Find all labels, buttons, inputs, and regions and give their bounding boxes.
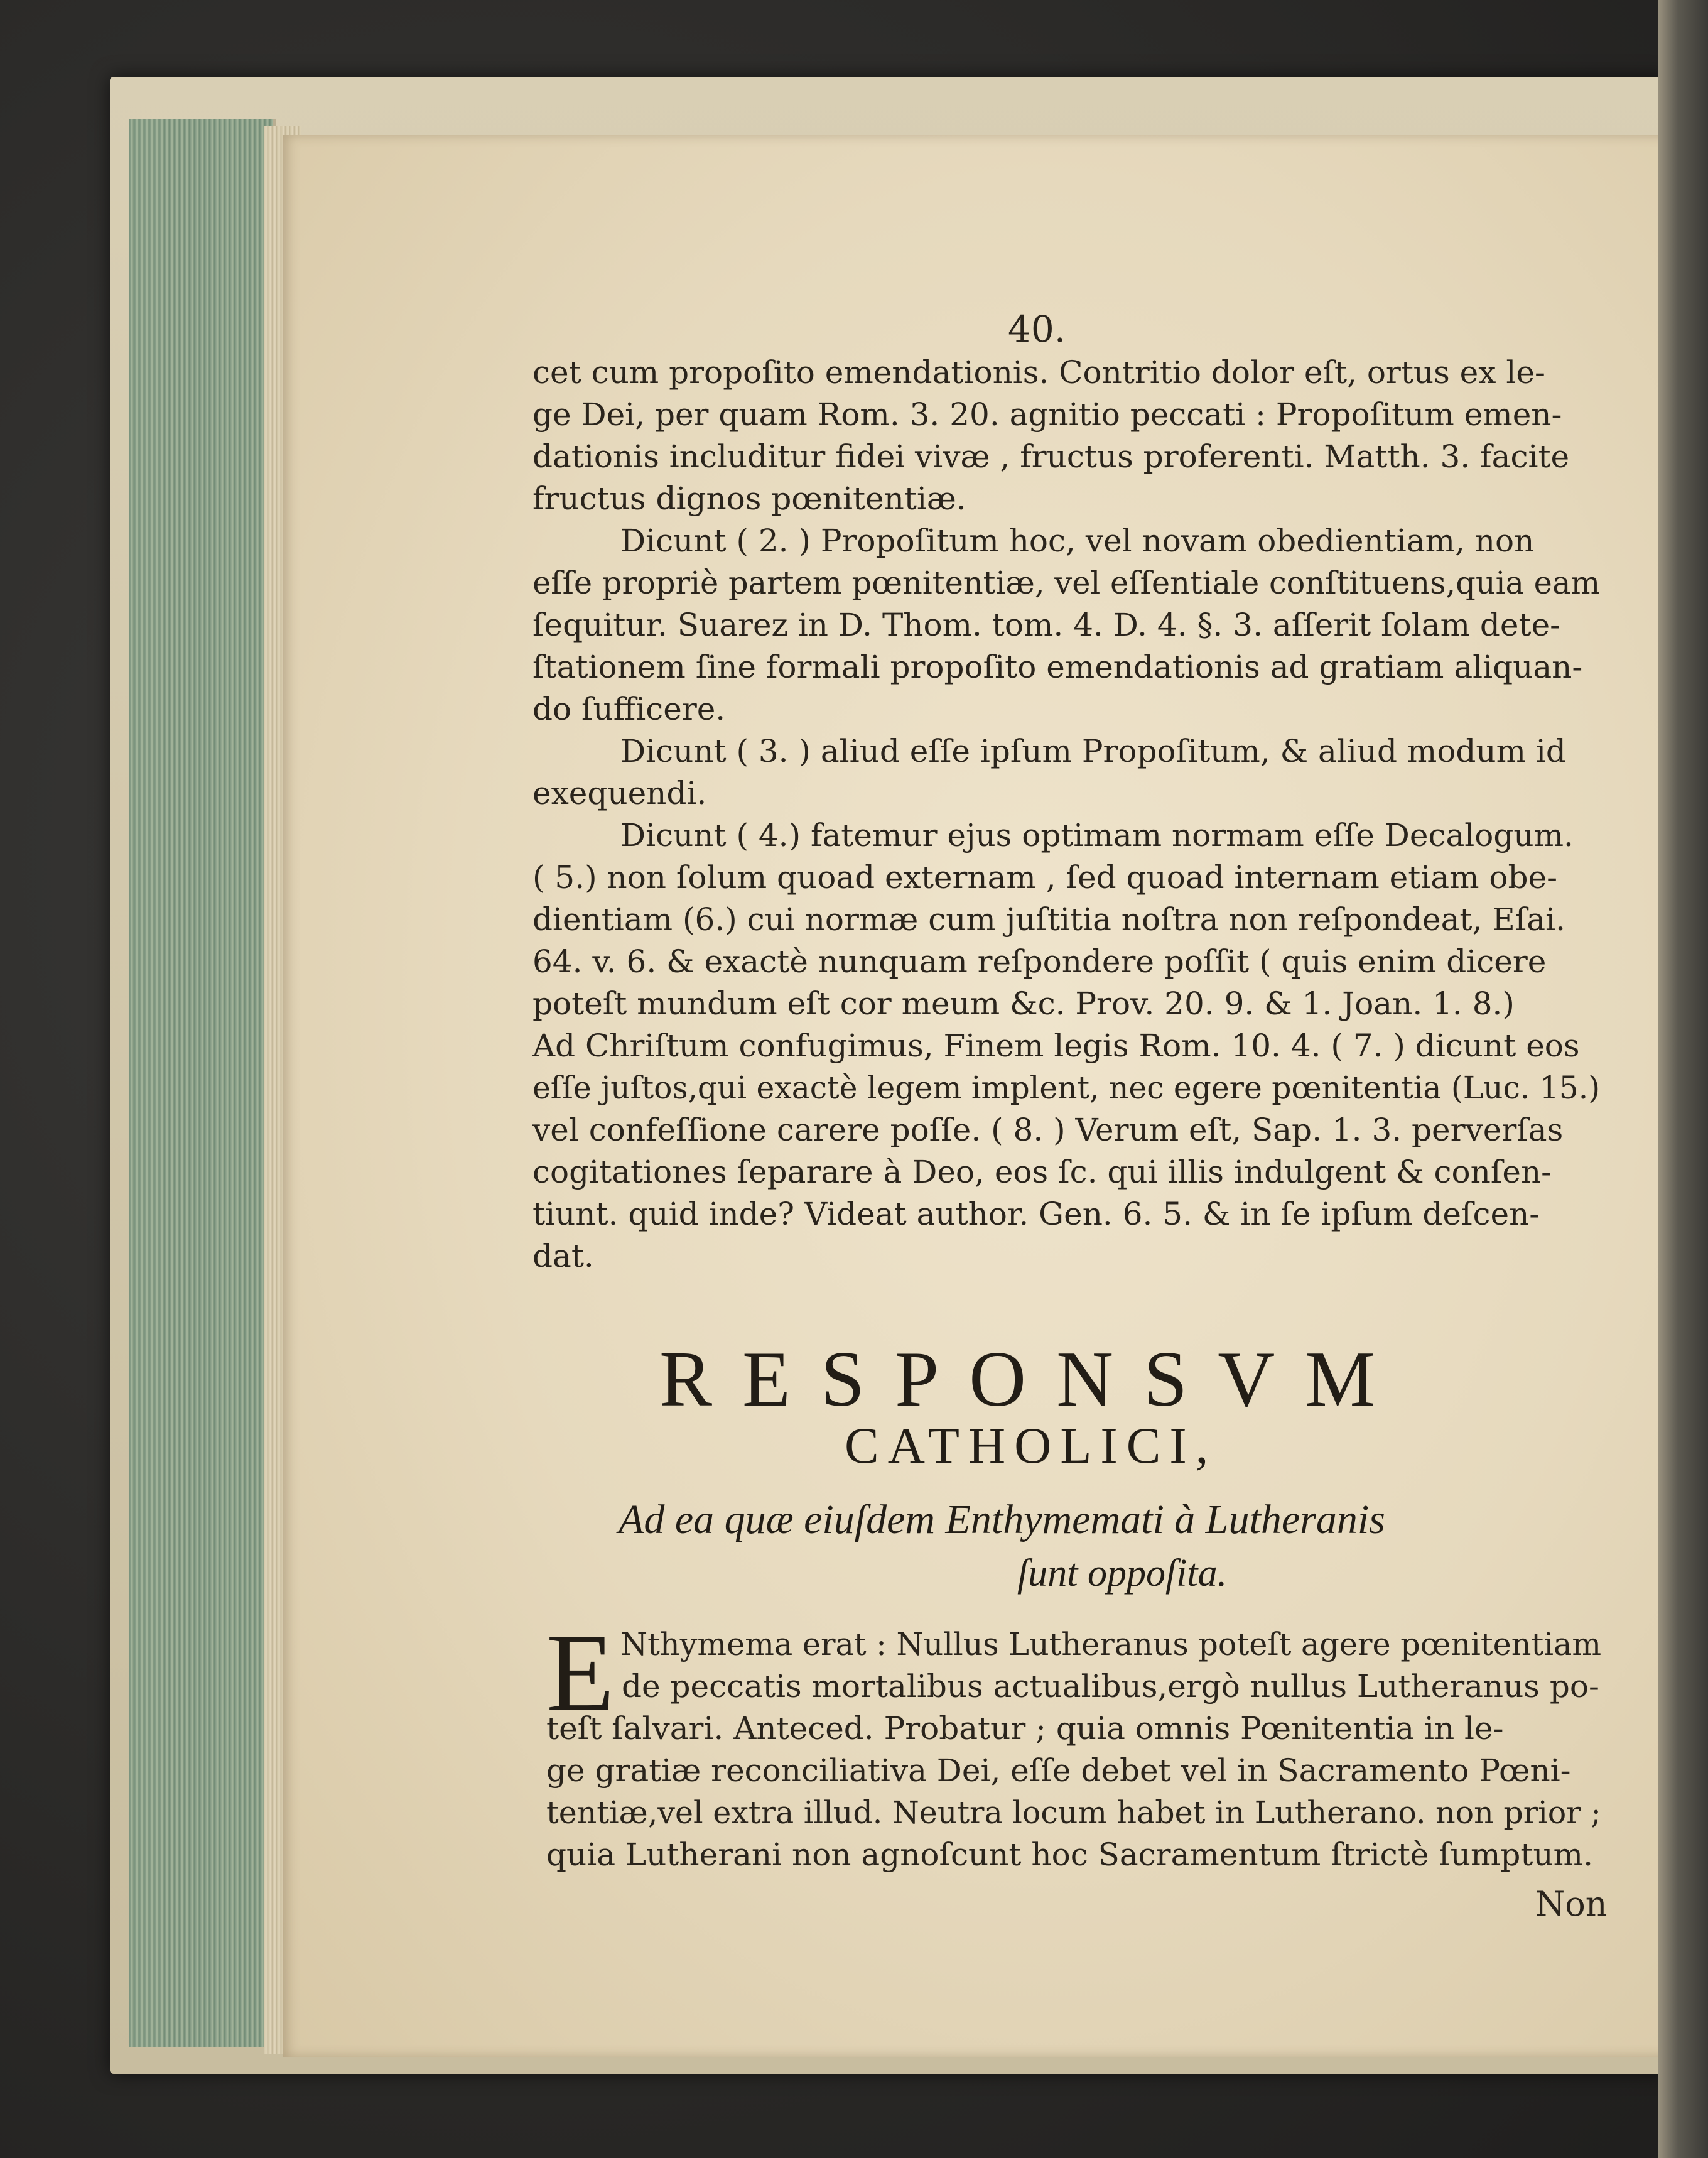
text-line: ( 5.) non ſolum quoad externam , ſed quoad internam etiam obe- bbox=[532, 859, 1558, 896]
text-line: vel confeſſione carere poſſe. ( 8. ) Verum eſt, Sap. 1. 3. perverſas bbox=[532, 1112, 1564, 1148]
text-line: ſequitur. Suarez in D. Thom. tom. 4. D. 4. §. 3. aſſerit ſolam dete- bbox=[532, 607, 1561, 643]
section-body bbox=[546, 1624, 1601, 1876]
text-line: eſſe propriè partem pœnitentiæ, vel eſſentiale conſtituens,quia eam bbox=[532, 565, 1601, 601]
text-line: fructus dignos pœnitentiæ. bbox=[532, 480, 966, 517]
text-line: tentiæ,vel extra illud. Neutra locum habet in Lutherano. non prior ; bbox=[546, 1794, 1601, 1831]
text-line: Dicunt ( 3. ) aliud eſſe ipſum Propoſitum, & aliud modum id bbox=[620, 733, 1566, 769]
text-line: 64. v. 6. & exactè nunquam reſpondere poſſit ( quis enim dicere bbox=[532, 943, 1547, 980]
text-line: poteſt mundum eſt cor meum &c. Prov. 20. 9. & 1. Joan. 1. 8.) bbox=[532, 985, 1515, 1022]
text-line: de peccatis mortalibus actualibus,ergò nullus Lutheranus po- bbox=[622, 1668, 1599, 1705]
text-line: cet cum propoſito emendationis. Contritio dolor eſt, ortus ex le- bbox=[532, 354, 1545, 391]
text-line: teſt ſalvari. Anteced. Probatur ; quia omnis Pœnitentia in le- bbox=[546, 1710, 1504, 1747]
facing-page-gutter bbox=[1658, 0, 1708, 2158]
page-number: 40. bbox=[1008, 308, 1066, 350]
heading-italic-line: Ad ea quæ eiuſdem Enthymemati à Lutheranis bbox=[619, 1497, 1385, 1543]
text-line: exequendi. bbox=[532, 775, 707, 811]
text-line: dat. bbox=[532, 1238, 594, 1274]
drop-cap: E bbox=[546, 1610, 615, 1735]
text-line: dationis includitur fidei vivæ , fructus proferenti. Matth. 3. facite bbox=[532, 438, 1570, 475]
text-line: quia Lutherani non agnoſcunt hoc Sacramentum ſtrictè ſumptum. bbox=[546, 1836, 1593, 1873]
text-line: ge gratiæ reconciliativa Dei, eſſe debet vel in Sacramento Pœni- bbox=[546, 1752, 1571, 1789]
catchword: Non bbox=[1535, 1884, 1608, 1924]
text-line: do ſufficere. bbox=[532, 691, 726, 727]
text-line: dientiam (6.) cui normæ cum juſtitia noſtra non reſpondeat, Eſai. bbox=[532, 901, 1565, 938]
text-line: cogitationes ſeparare à Deo, eos ſc. qui illis indulgent & conſen- bbox=[532, 1154, 1552, 1190]
text-line: Dicunt ( 4.) fatemur ejus optimam normam eſſe Decalogum. bbox=[620, 817, 1574, 854]
page-edges bbox=[129, 119, 276, 2047]
text-line: Ad Chriſtum confugimus, Finem legis Rom. 10. 4. ( 7. ) dicunt eos bbox=[532, 1027, 1580, 1064]
text-line: ſtationem ſine formali propoſito emendationis ad gratiam aliquan- bbox=[532, 649, 1583, 685]
section-subheading: CATHOLICI, bbox=[845, 1417, 1218, 1474]
text-line: eſſe juſtos,qui exactè legem implent, nec egere pœnitentia (Luc. 15.) bbox=[532, 1070, 1601, 1106]
heading-italic-line: ſunt oppoſita. bbox=[1017, 1552, 1228, 1595]
text-line: Nthymema erat : Nullus Lutheranus poteſt agere pœnitentiam bbox=[620, 1626, 1601, 1662]
section-heading: RESPONSVM bbox=[659, 1336, 1406, 1423]
text-line: tiunt. quid inde? Videat author. Gen. 6. 5. & in ſe ipſum deſcen- bbox=[532, 1196, 1540, 1232]
text-line: Dicunt ( 2. ) Propoſitum hoc, vel novam obedientiam, non bbox=[620, 523, 1535, 559]
text-line: ge Dei, per quam Rom. 3. 20. agnitio peccati : Propoſitum emen- bbox=[532, 396, 1562, 433]
body-text bbox=[532, 352, 1600, 1277]
